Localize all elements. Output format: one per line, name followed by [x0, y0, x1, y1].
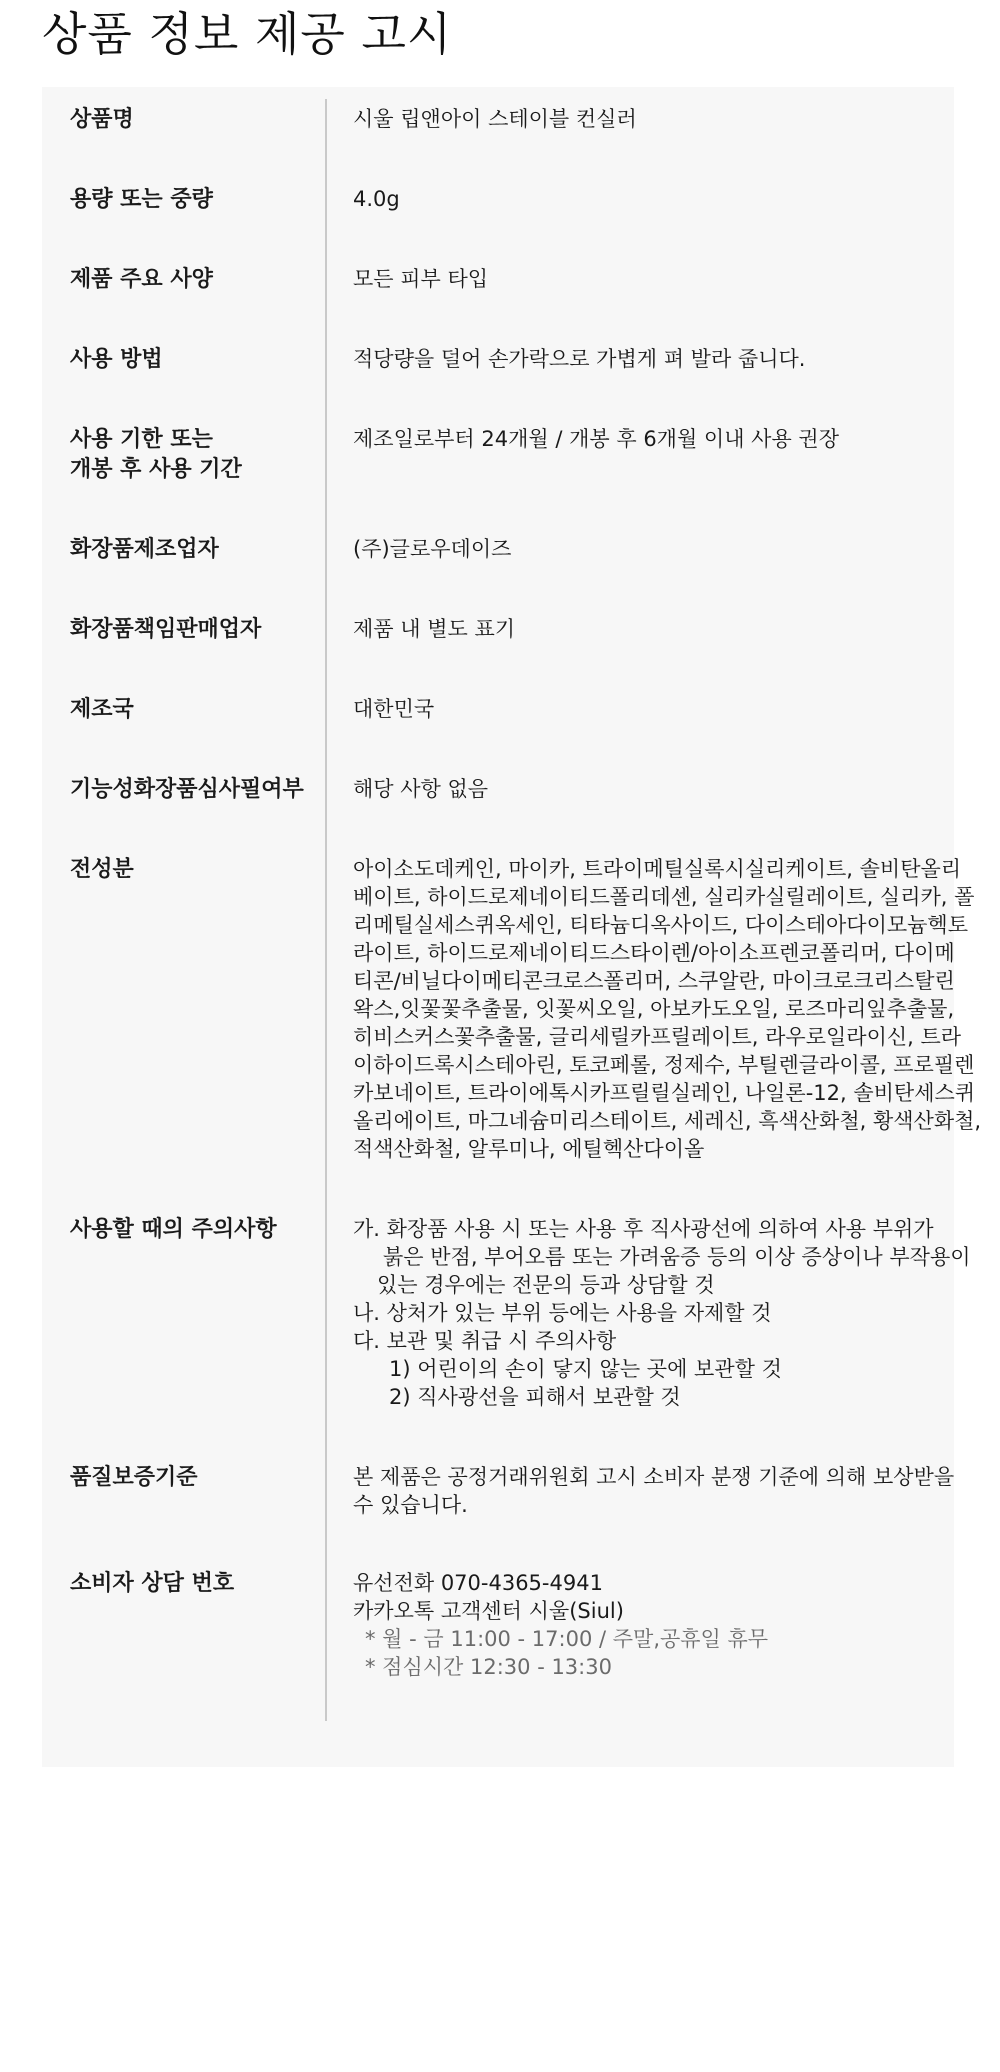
row-label: 용량 또는 중량: [70, 187, 213, 212]
row-value: 4.0g: [353, 187, 400, 211]
row-label: 기능성화장품심사필여부: [70, 777, 304, 802]
caution-line: 2) 직사광선을 피해서 보관할 것: [389, 1385, 681, 1409]
row-label: 제조국: [70, 697, 134, 722]
row-value: 대한민국: [353, 697, 435, 721]
caution-line: 1) 어린이의 손이 닿지 않는 곳에 보관할 것: [389, 1357, 782, 1381]
row-value: 모든 피부 타입: [353, 267, 489, 291]
row-value: [353, 855, 993, 1163]
ingredient-line: 카보네이트, 트라이에톡시카프릴릴실레인, 나일론-12, 솔비탄세스퀴: [353, 1081, 976, 1105]
caution-line: 붉은 반점, 부어오름 또는 가려움증 등의 이상 증상이나 부작용이: [383, 1245, 971, 1269]
phone-number: 유선전화 070-4365-4941: [353, 1571, 603, 1595]
guarantee-line: 본 제품은 공정거래위원회 고시 소비자 분쟁 기준에 의해 보상받을: [353, 1465, 955, 1489]
ingredient-line: 리메틸실세스퀴옥세인, 티타늄디옥사이드, 다이스테아다이모늄헥토: [353, 913, 968, 937]
row-value: 시울 립앤아이 스테이블 컨실러: [353, 107, 637, 131]
ingredient-line: 라이트, 하이드로제네이티드스타이렌/아이소프렌코폴리머, 다이메: [353, 941, 955, 965]
row-label: 상품명: [70, 107, 134, 132]
ingredient-line: 베이트, 하이드로제네이티드폴리데센, 실리카실릴레이트, 실리카, 폴: [353, 885, 975, 909]
row-value: [353, 1569, 993, 1681]
lunch-hours-note: * 점심시간 12:30 - 13:30: [365, 1655, 612, 1679]
ingredient-line: 왁스,잇꽃꽃추출물, 잇꽃씨오일, 아보카도오일, 로즈마리잎추출물,: [353, 997, 955, 1021]
row-value: 제조일로부터 24개월 / 개봉 후 6개월 이내 사용 권장: [353, 427, 839, 451]
row-label: 사용할 때의 주의사항: [70, 1217, 277, 1242]
ingredient-line: 티콘/비닐다이메티콘크로스폴리머, 스쿠알란, 마이크로크리스탈린: [353, 969, 955, 993]
row-label: 화장품책임판매업자: [70, 617, 262, 642]
row-label: 사용 방법: [70, 347, 163, 372]
row-label: 제품 주요 사양: [70, 267, 213, 292]
ingredient-line: 히비스커스꽃추출물, 글리세릴카프릴레이트, 라우로일라이신, 트라: [353, 1025, 962, 1049]
row-value: 적당량을 덜어 손가락으로 가볍게 펴 발라 줍니다.: [353, 347, 806, 371]
guarantee-line: 수 있습니다.: [353, 1493, 468, 1517]
ingredient-line: 올리에이트, 마그네슘미리스테이트, 세레신, 흑색산화철, 황색산화철,: [353, 1109, 982, 1133]
row-value: [353, 1463, 993, 1519]
caution-line: 가. 화장품 사용 시 또는 사용 후 직사광선에 의하여 사용 부위가: [353, 1217, 934, 1241]
ingredient-line: 적색산화철, 알루미나, 에틸헥산다이올: [353, 1137, 705, 1161]
kakaotalk-contact: 카카오톡 고객센터 시울(Siul): [353, 1599, 624, 1623]
row-label: 화장품제조업자: [70, 537, 219, 562]
row-value: 제품 내 별도 표기: [353, 617, 516, 641]
caution-line: 다. 보관 및 취급 시 주의사항: [353, 1329, 617, 1353]
business-hours-note: * 월 - 금 11:00 - 17:00 / 주말,공휴일 휴무: [365, 1627, 769, 1651]
ingredient-line: 이하이드록시스테아린, 토코페롤, 정제수, 부틸렌글라이콜, 프로필렌: [353, 1053, 975, 1077]
caution-line: 나. 상처가 있는 부위 등에는 사용을 자제할 것: [353, 1301, 772, 1325]
row-label: 전성분: [70, 857, 134, 882]
row-value: (주)글로우데이즈: [353, 537, 512, 561]
caution-line: 있는 경우에는 전문의 등과 상담할 것: [377, 1273, 715, 1297]
page-title: 상품 정보 제공 고시: [42, 7, 453, 61]
row-value: 해당 사항 없음: [353, 777, 489, 801]
column-divider: [325, 99, 327, 1721]
row-label: 소비자 상담 번호: [70, 1571, 235, 1596]
row-value: [353, 1215, 993, 1411]
row-label: 사용 기한 또는 개봉 후 사용 기간: [70, 427, 242, 482]
ingredient-line: 아이소도데케인, 마이카, 트라이메틸실록시실리케이트, 솔비탄올리: [353, 857, 962, 881]
product-info-table: [42, 87, 982, 1767]
row-label: 품질보증기준: [70, 1465, 198, 1490]
